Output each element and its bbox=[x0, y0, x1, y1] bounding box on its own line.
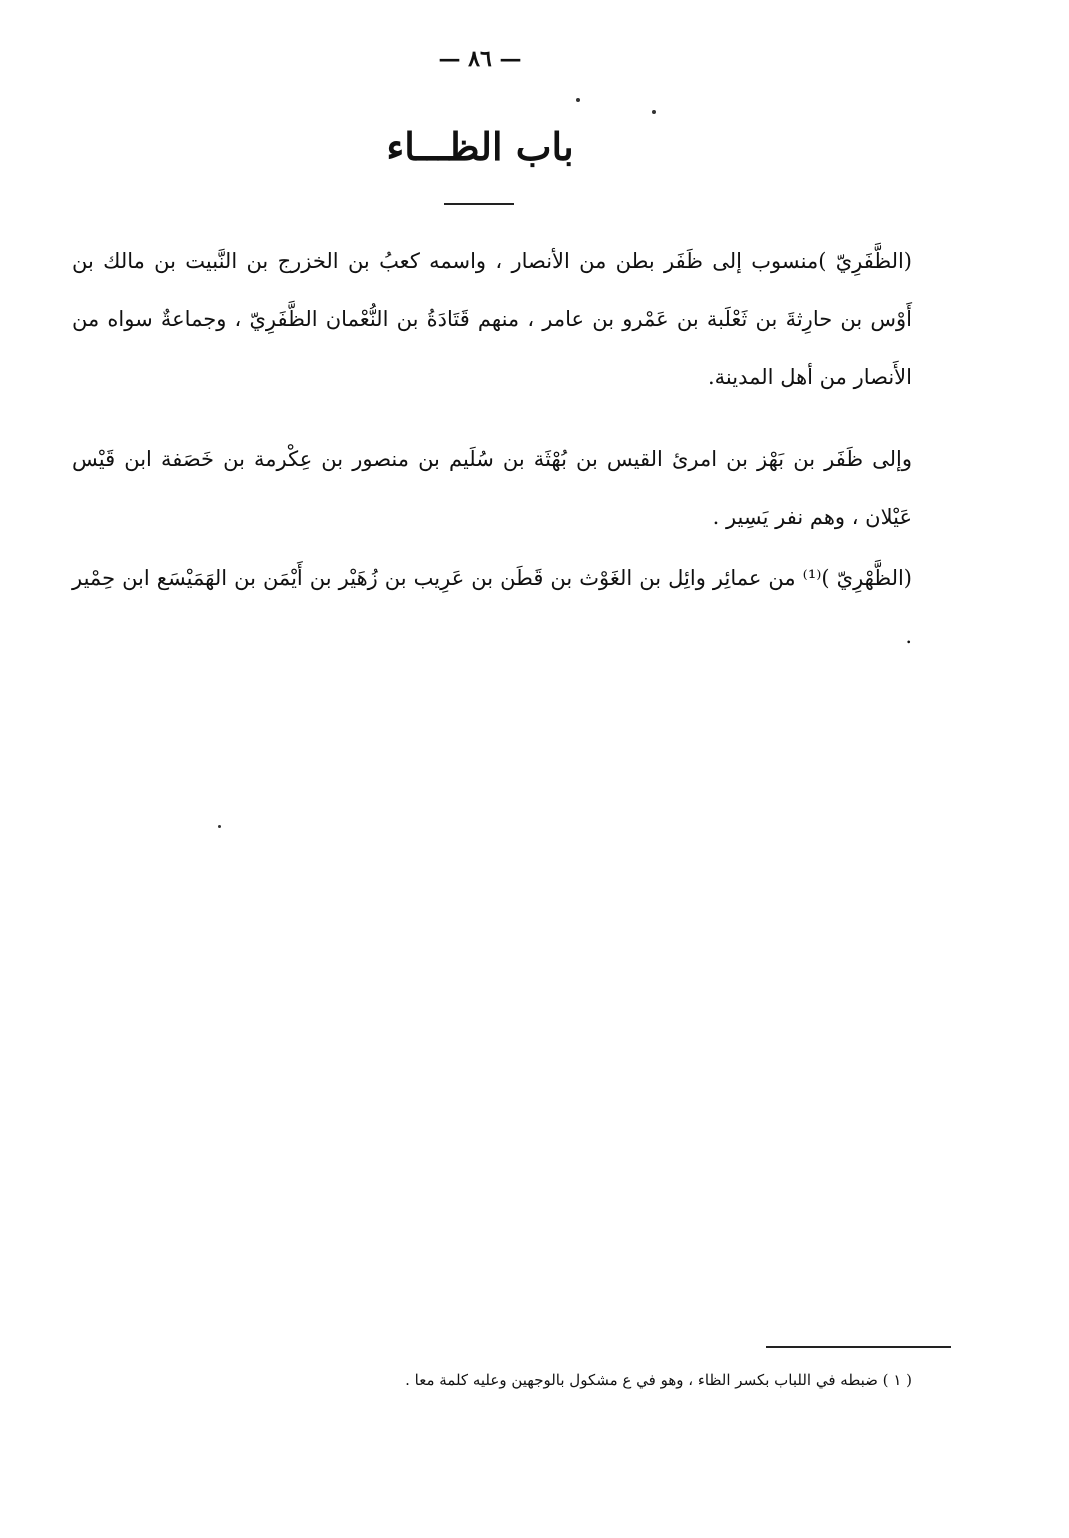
chapter-title: باب الظـــاء bbox=[386, 124, 574, 169]
footnote-divider bbox=[766, 1346, 951, 1348]
entry-paragraph: وإلى ظَفَر بن بَهْز بن امرئ القيس بن بُهْثَة بن سُلَيم بن منصور بن عِكْرمة بن خَصَفة ابن قَيْس عَيْلان ، وهم نفر يَسِير . bbox=[72, 447, 912, 529]
entry-paragraph: (الظَّهْرِيّ )⁽¹⁾ من عمائِر وائِل بن الغَوْث بن قَطَن بن عَرِيب بن زُهَيْر بن أَيْمَن بن الهَمَيْسَع ابن حِمْير . bbox=[72, 566, 912, 648]
page-number: — ٨٦ — bbox=[438, 46, 522, 72]
footnote: ( ١ ) ضبطه في اللباب بكسر الظاء ، وهو في ع مشكول بالوجهين وعليه كلمة معا . bbox=[405, 1371, 912, 1389]
title-underline bbox=[444, 203, 514, 205]
speck-mark bbox=[652, 110, 656, 114]
speck-mark bbox=[576, 98, 580, 102]
entry-paragraph: (الظَّفَرِيّ )منسوب إلى ظَفَر بطن من الأنصار ، واسمه كعبُ بن الخزرج بن النَّبيت بن مالك بن أَوْس بن حارِثةَ بن ثَعْلَبة بن عَمْرو بن عامر ، منهم قَتَادَةُ بن النُّعْمان الظَّفَرِيّ ، وجماعةٌ سواه من الأَنصار من أهل المدينة. bbox=[72, 249, 912, 389]
speck-mark bbox=[218, 825, 221, 828]
